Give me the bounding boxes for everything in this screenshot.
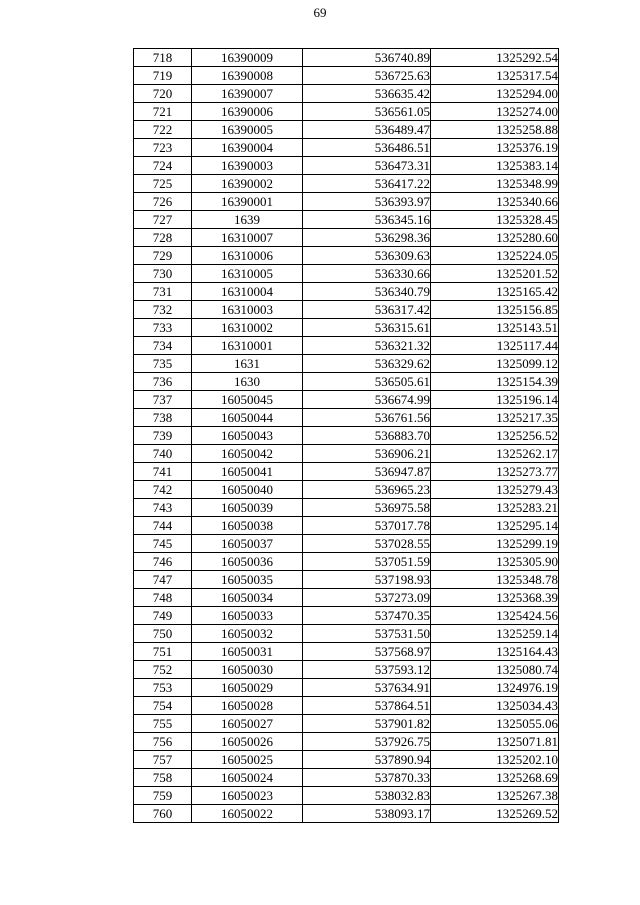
table-row [134,247,559,265]
x-coordinate-cell: 537864.51 [303,697,431,715]
row-number-cell: 746 [134,553,192,571]
y-coordinate-cell: 1325269.52 [431,805,559,823]
row-number-cell: 752 [134,661,192,679]
row-number-cell: 749 [134,607,192,625]
row-number-cell: 718 [134,49,192,67]
table-row [134,769,559,787]
row-number-cell: 736 [134,373,192,391]
point-id-cell: 16050028 [192,697,303,715]
row-number-cell: 751 [134,643,192,661]
x-coordinate-cell: 536473.31 [303,157,431,175]
table-row [134,337,559,355]
point-id-cell: 1639 [192,211,303,229]
x-coordinate-cell: 536761.56 [303,409,431,427]
point-id-cell: 16310001 [192,337,303,355]
table-row [134,139,559,157]
table-row [134,463,559,481]
table-row [134,175,559,193]
coordinates-table [133,48,559,823]
row-number-cell: 741 [134,463,192,481]
table-row [134,157,559,175]
y-coordinate-cell: 1325280.60 [431,229,559,247]
table-row [134,373,559,391]
row-number-cell: 745 [134,535,192,553]
x-coordinate-cell: 536674.99 [303,391,431,409]
row-number-cell: 740 [134,445,192,463]
x-coordinate-cell: 536330.66 [303,265,431,283]
row-number-cell: 729 [134,247,192,265]
table-row [134,85,559,103]
y-coordinate-cell: 1325294.00 [431,85,559,103]
point-id-cell: 16050030 [192,661,303,679]
table-row [134,697,559,715]
x-coordinate-cell: 536329.62 [303,355,431,373]
y-coordinate-cell: 1325143.51 [431,319,559,337]
row-number-cell: 728 [134,229,192,247]
y-coordinate-cell: 1325295.14 [431,517,559,535]
point-id-cell: 16050027 [192,715,303,733]
x-coordinate-cell: 536345.16 [303,211,431,229]
x-coordinate-cell: 537198.93 [303,571,431,589]
table-row [134,265,559,283]
x-coordinate-cell: 537901.82 [303,715,431,733]
y-coordinate-cell: 1325202.10 [431,751,559,769]
point-id-cell: 16050044 [192,409,303,427]
point-id-cell: 16390005 [192,121,303,139]
y-coordinate-cell: 1325258.88 [431,121,559,139]
point-id-cell: 16050039 [192,499,303,517]
point-id-cell: 16390004 [192,139,303,157]
table-row [134,805,559,823]
x-coordinate-cell: 536635.42 [303,85,431,103]
page-number: 69 [313,5,327,20]
table-row [134,391,559,409]
table-row [134,283,559,301]
table-row [134,643,559,661]
table-row [134,409,559,427]
row-number-cell: 723 [134,139,192,157]
x-coordinate-cell: 536561.05 [303,103,431,121]
x-coordinate-cell: 537568.97 [303,643,431,661]
x-coordinate-cell: 536298.36 [303,229,431,247]
y-coordinate-cell: 1325256.52 [431,427,559,445]
table-row [134,679,559,697]
x-coordinate-cell: 537593.12 [303,661,431,679]
row-number-cell: 739 [134,427,192,445]
point-id-cell: 16050034 [192,589,303,607]
row-number-cell: 748 [134,589,192,607]
row-number-cell: 757 [134,751,192,769]
x-coordinate-cell: 537051.59 [303,553,431,571]
y-coordinate-cell: 1325279.43 [431,481,559,499]
x-coordinate-cell: 536489.47 [303,121,431,139]
x-coordinate-cell: 537273.09 [303,589,431,607]
row-number-cell: 758 [134,769,192,787]
row-number-cell: 756 [134,733,192,751]
point-id-cell: 16050031 [192,643,303,661]
row-number-cell: 732 [134,301,192,319]
point-id-cell: 16310007 [192,229,303,247]
row-number-cell: 754 [134,697,192,715]
y-coordinate-cell: 1325259.14 [431,625,559,643]
table-row [134,229,559,247]
row-number-cell: 722 [134,121,192,139]
point-id-cell: 16050033 [192,607,303,625]
y-coordinate-cell: 1325117.44 [431,337,559,355]
row-number-cell: 742 [134,481,192,499]
y-coordinate-cell: 1325348.78 [431,571,559,589]
x-coordinate-cell: 536393.97 [303,193,431,211]
row-number-cell: 733 [134,319,192,337]
point-id-cell: 16050038 [192,517,303,535]
point-id-cell: 16050041 [192,463,303,481]
row-number-cell: 727 [134,211,192,229]
table-row [134,67,559,85]
x-coordinate-cell: 536965.23 [303,481,431,499]
table-row [134,715,559,733]
row-number-cell: 720 [134,85,192,103]
x-coordinate-cell: 537634.91 [303,679,431,697]
table-row [134,787,559,805]
table-row [134,625,559,643]
x-coordinate-cell: 537926.75 [303,733,431,751]
table-row [134,751,559,769]
row-number-cell: 759 [134,787,192,805]
x-coordinate-cell: 536321.32 [303,337,431,355]
row-number-cell: 760 [134,805,192,823]
point-id-cell: 16050037 [192,535,303,553]
point-id-cell: 16310006 [192,247,303,265]
y-coordinate-cell: 1325376.19 [431,139,559,157]
x-coordinate-cell: 536947.87 [303,463,431,481]
table-row [134,445,559,463]
point-id-cell: 16050045 [192,391,303,409]
table-row [134,103,559,121]
row-number-cell: 744 [134,517,192,535]
x-coordinate-cell: 537470.35 [303,607,431,625]
row-number-cell: 747 [134,571,192,589]
row-number-cell: 750 [134,625,192,643]
table-row [134,517,559,535]
x-coordinate-cell: 537028.55 [303,535,431,553]
table-row [134,553,559,571]
point-id-cell: 16390009 [192,49,303,67]
point-id-cell: 16050035 [192,571,303,589]
table-row [134,481,559,499]
point-id-cell: 16390001 [192,193,303,211]
x-coordinate-cell: 536975.58 [303,499,431,517]
row-number-cell: 737 [134,391,192,409]
y-coordinate-cell: 1325299.19 [431,535,559,553]
point-id-cell: 16050026 [192,733,303,751]
table-row [134,427,559,445]
table-row [134,301,559,319]
x-coordinate-cell: 536505.61 [303,373,431,391]
y-coordinate-cell: 1325267.38 [431,787,559,805]
x-coordinate-cell: 538032.83 [303,787,431,805]
point-id-cell: 16050025 [192,751,303,769]
y-coordinate-cell: 1325055.06 [431,715,559,733]
y-coordinate-cell: 1325262.17 [431,445,559,463]
x-coordinate-cell: 538093.17 [303,805,431,823]
y-coordinate-cell: 1324976.19 [431,679,559,697]
table-row [134,589,559,607]
point-id-cell: 16390003 [192,157,303,175]
point-id-cell: 16390002 [192,175,303,193]
x-coordinate-cell: 536740.89 [303,49,431,67]
point-id-cell: 16050032 [192,625,303,643]
point-id-cell: 16050024 [192,769,303,787]
row-number-cell: 734 [134,337,192,355]
table-row [134,193,559,211]
y-coordinate-cell: 1325156.85 [431,301,559,319]
y-coordinate-cell: 1325328.45 [431,211,559,229]
y-coordinate-cell: 1325273.77 [431,463,559,481]
row-number-cell: 719 [134,67,192,85]
point-id-cell: 16310003 [192,301,303,319]
x-coordinate-cell: 536486.51 [303,139,431,157]
table-row [134,121,559,139]
y-coordinate-cell: 1325268.69 [431,769,559,787]
point-id-cell: 1630 [192,373,303,391]
x-coordinate-cell: 536317.42 [303,301,431,319]
table-row [134,499,559,517]
y-coordinate-cell: 1325274.00 [431,103,559,121]
point-id-cell: 16310002 [192,319,303,337]
point-id-cell: 16390006 [192,103,303,121]
y-coordinate-cell: 1325080.74 [431,661,559,679]
row-number-cell: 753 [134,679,192,697]
point-id-cell: 16050023 [192,787,303,805]
row-number-cell: 724 [134,157,192,175]
x-coordinate-cell: 536315.61 [303,319,431,337]
y-coordinate-cell: 1325154.39 [431,373,559,391]
y-coordinate-cell: 1325368.39 [431,589,559,607]
point-id-cell: 1631 [192,355,303,373]
row-number-cell: 721 [134,103,192,121]
point-id-cell: 16390007 [192,85,303,103]
table-row [134,661,559,679]
x-coordinate-cell: 536309.63 [303,247,431,265]
point-id-cell: 16310004 [192,283,303,301]
x-coordinate-cell: 536906.21 [303,445,431,463]
point-id-cell: 16050036 [192,553,303,571]
table-row [134,535,559,553]
y-coordinate-cell: 1325424.56 [431,607,559,625]
row-number-cell: 726 [134,193,192,211]
y-coordinate-cell: 1325340.66 [431,193,559,211]
x-coordinate-cell: 536883.70 [303,427,431,445]
y-coordinate-cell: 1325305.90 [431,553,559,571]
x-coordinate-cell: 536725.63 [303,67,431,85]
table-row [134,211,559,229]
table-row [134,49,559,67]
table-body [134,49,559,823]
row-number-cell: 731 [134,283,192,301]
y-coordinate-cell: 1325165.42 [431,283,559,301]
row-number-cell: 735 [134,355,192,373]
x-coordinate-cell: 536417.22 [303,175,431,193]
y-coordinate-cell: 1325164.43 [431,643,559,661]
x-coordinate-cell: 537531.50 [303,625,431,643]
table-row [134,355,559,373]
y-coordinate-cell: 1325071.81 [431,733,559,751]
x-coordinate-cell: 537017.78 [303,517,431,535]
point-id-cell: 16390008 [192,67,303,85]
point-id-cell: 16050022 [192,805,303,823]
point-id-cell: 16310005 [192,265,303,283]
y-coordinate-cell: 1325292.54 [431,49,559,67]
y-coordinate-cell: 1325196.14 [431,391,559,409]
y-coordinate-cell: 1325383.14 [431,157,559,175]
x-coordinate-cell: 537870.33 [303,769,431,787]
point-id-cell: 16050040 [192,481,303,499]
table-row [134,571,559,589]
y-coordinate-cell: 1325348.99 [431,175,559,193]
y-coordinate-cell: 1325201.52 [431,265,559,283]
table-row [134,733,559,751]
point-id-cell: 16050042 [192,445,303,463]
y-coordinate-cell: 1325317.54 [431,67,559,85]
point-id-cell: 16050043 [192,427,303,445]
table-row [134,319,559,337]
row-number-cell: 738 [134,409,192,427]
row-number-cell: 730 [134,265,192,283]
x-coordinate-cell: 537890.94 [303,751,431,769]
point-id-cell: 16050029 [192,679,303,697]
y-coordinate-cell: 1325283.21 [431,499,559,517]
y-coordinate-cell: 1325224.05 [431,247,559,265]
row-number-cell: 743 [134,499,192,517]
row-number-cell: 755 [134,715,192,733]
row-number-cell: 725 [134,175,192,193]
y-coordinate-cell: 1325217.35 [431,409,559,427]
y-coordinate-cell: 1325099.12 [431,355,559,373]
y-coordinate-cell: 1325034.43 [431,697,559,715]
x-coordinate-cell: 536340.79 [303,283,431,301]
table-row [134,607,559,625]
